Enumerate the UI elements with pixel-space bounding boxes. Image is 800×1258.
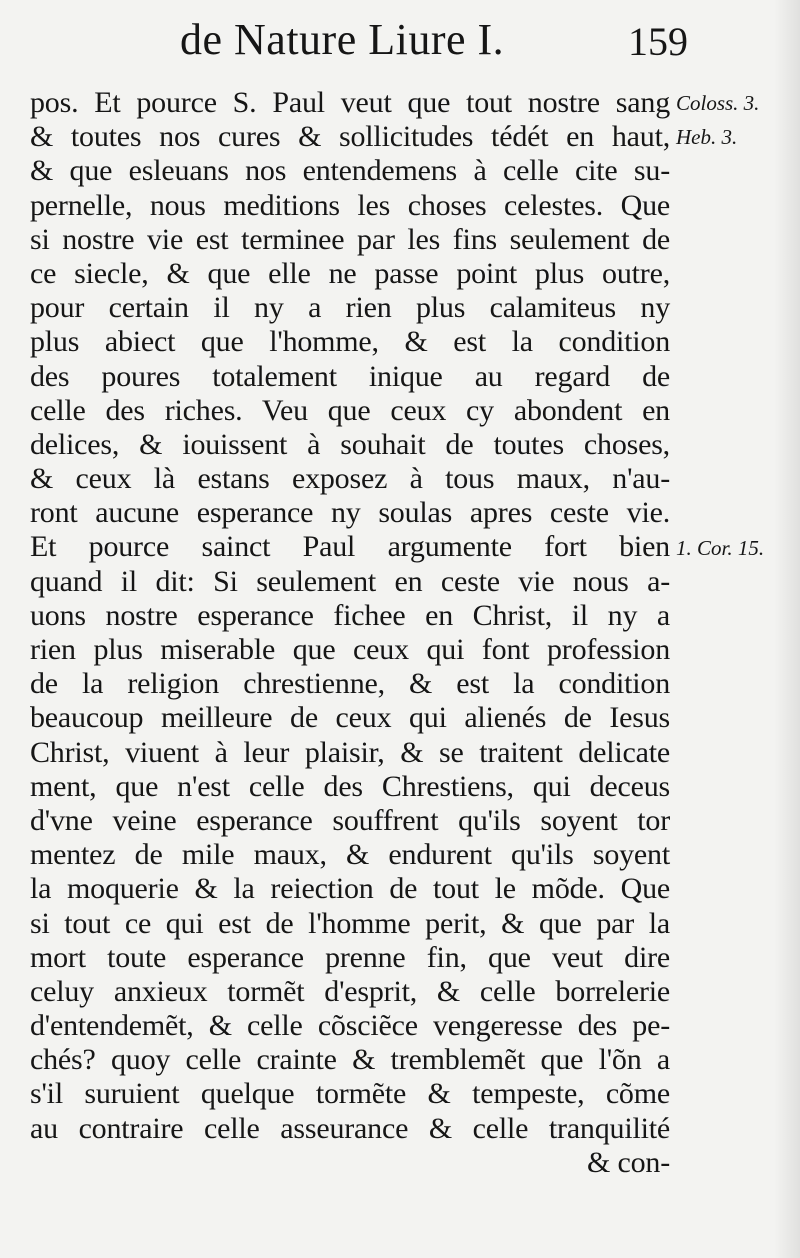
text-line: uons nostre esperance fichee en Christ, il ny a [30,598,670,632]
text-line: d'vne veine esperance souffrent qu'ils soyent tor [30,803,670,837]
text-line: au contraire celle asseurance & celle tranquilité [30,1111,670,1145]
margin-note: Coloss. 3. [676,91,760,115]
text-line: Et pource sainct Paul argumente fort bien [30,530,670,564]
page-header [180,14,700,74]
text-line: si tout ce qui est de l'homme perit, & que par la [30,906,670,940]
text-line: celuy anxieux tormẽt d'esprit, & celle borrelerie [30,974,670,1008]
margin-note: 1. Cor. 15. [676,535,765,560]
text-line: pos. Et pource S. Paul veut que tout nostre sang [30,86,670,119]
text-line: mentez de mile maux, & endurent qu'ils soyent [30,838,670,872]
text-line: la moquerie & la reiection de tout le mõde. Que [30,872,670,906]
text-line: & toutes nos cures & sollicitudes tédét en haut, [30,120,670,154]
text-line: ront aucune esperance ny soulas apres ceste vie. [30,496,670,530]
text-line: si nostre vie est terminee par les fins seulement de [30,222,670,256]
text-line: ment, que n'est celle des Chrestiens, qui deceus [30,769,670,803]
text-line: celle des riches. Veu que ceux cy abondent en [30,393,670,427]
margin-note: Heb. 3. [676,125,738,150]
text-line: quand il dit: Si seulement en ceste vie nous a- [30,564,670,598]
text-line: plus abiect que l'homme, & est la condition [30,325,670,359]
body-text [30,86,670,1180]
text-line: & ceux là estans exposez à tous maux, n'au- [30,462,670,496]
text-line: Christ, viuent à leur plaisir, & se traitent delicate [30,735,670,769]
text-line: rien plus miserable que ceux qui font profession [30,633,670,666]
text-line: de la religion chrestienne, & est la condition [30,667,670,701]
running-head: de Nature Liure I. [180,15,505,64]
text-line: delices, & iouissent à souhait de toutes choses, [30,427,670,461]
text-line: pernelle, nous meditions les choses celestes. Que [30,188,670,222]
text-line: s'il suruient quelque tormẽte & tempeste, cõme [30,1077,670,1111]
text-line: chés? quoy celle crainte & tremblemẽt que l'õn a [30,1043,670,1077]
text-line: ce siecle, & que elle ne passe point plus outre, [30,256,670,290]
text-line: pour certain il ny a rien plus calamiteus ny [30,291,670,325]
text-line: beaucoup meilleure de ceux qui alienés de Iesus [30,701,670,735]
page-edge-shadow [774,0,800,1258]
text-line: d'entendemẽt, & celle cõsciẽce vengeresse des pe- [30,1009,670,1043]
text-line: mort toute esperance prenne fin, que veut dire [30,940,670,974]
text-line: & con- [587,1145,670,1179]
text-line: des poures totalement inique au regard de [30,359,670,393]
text-line: & que esleuans nos entendemens à celle cite su- [30,154,670,188]
page-number: 159 [628,19,688,64]
